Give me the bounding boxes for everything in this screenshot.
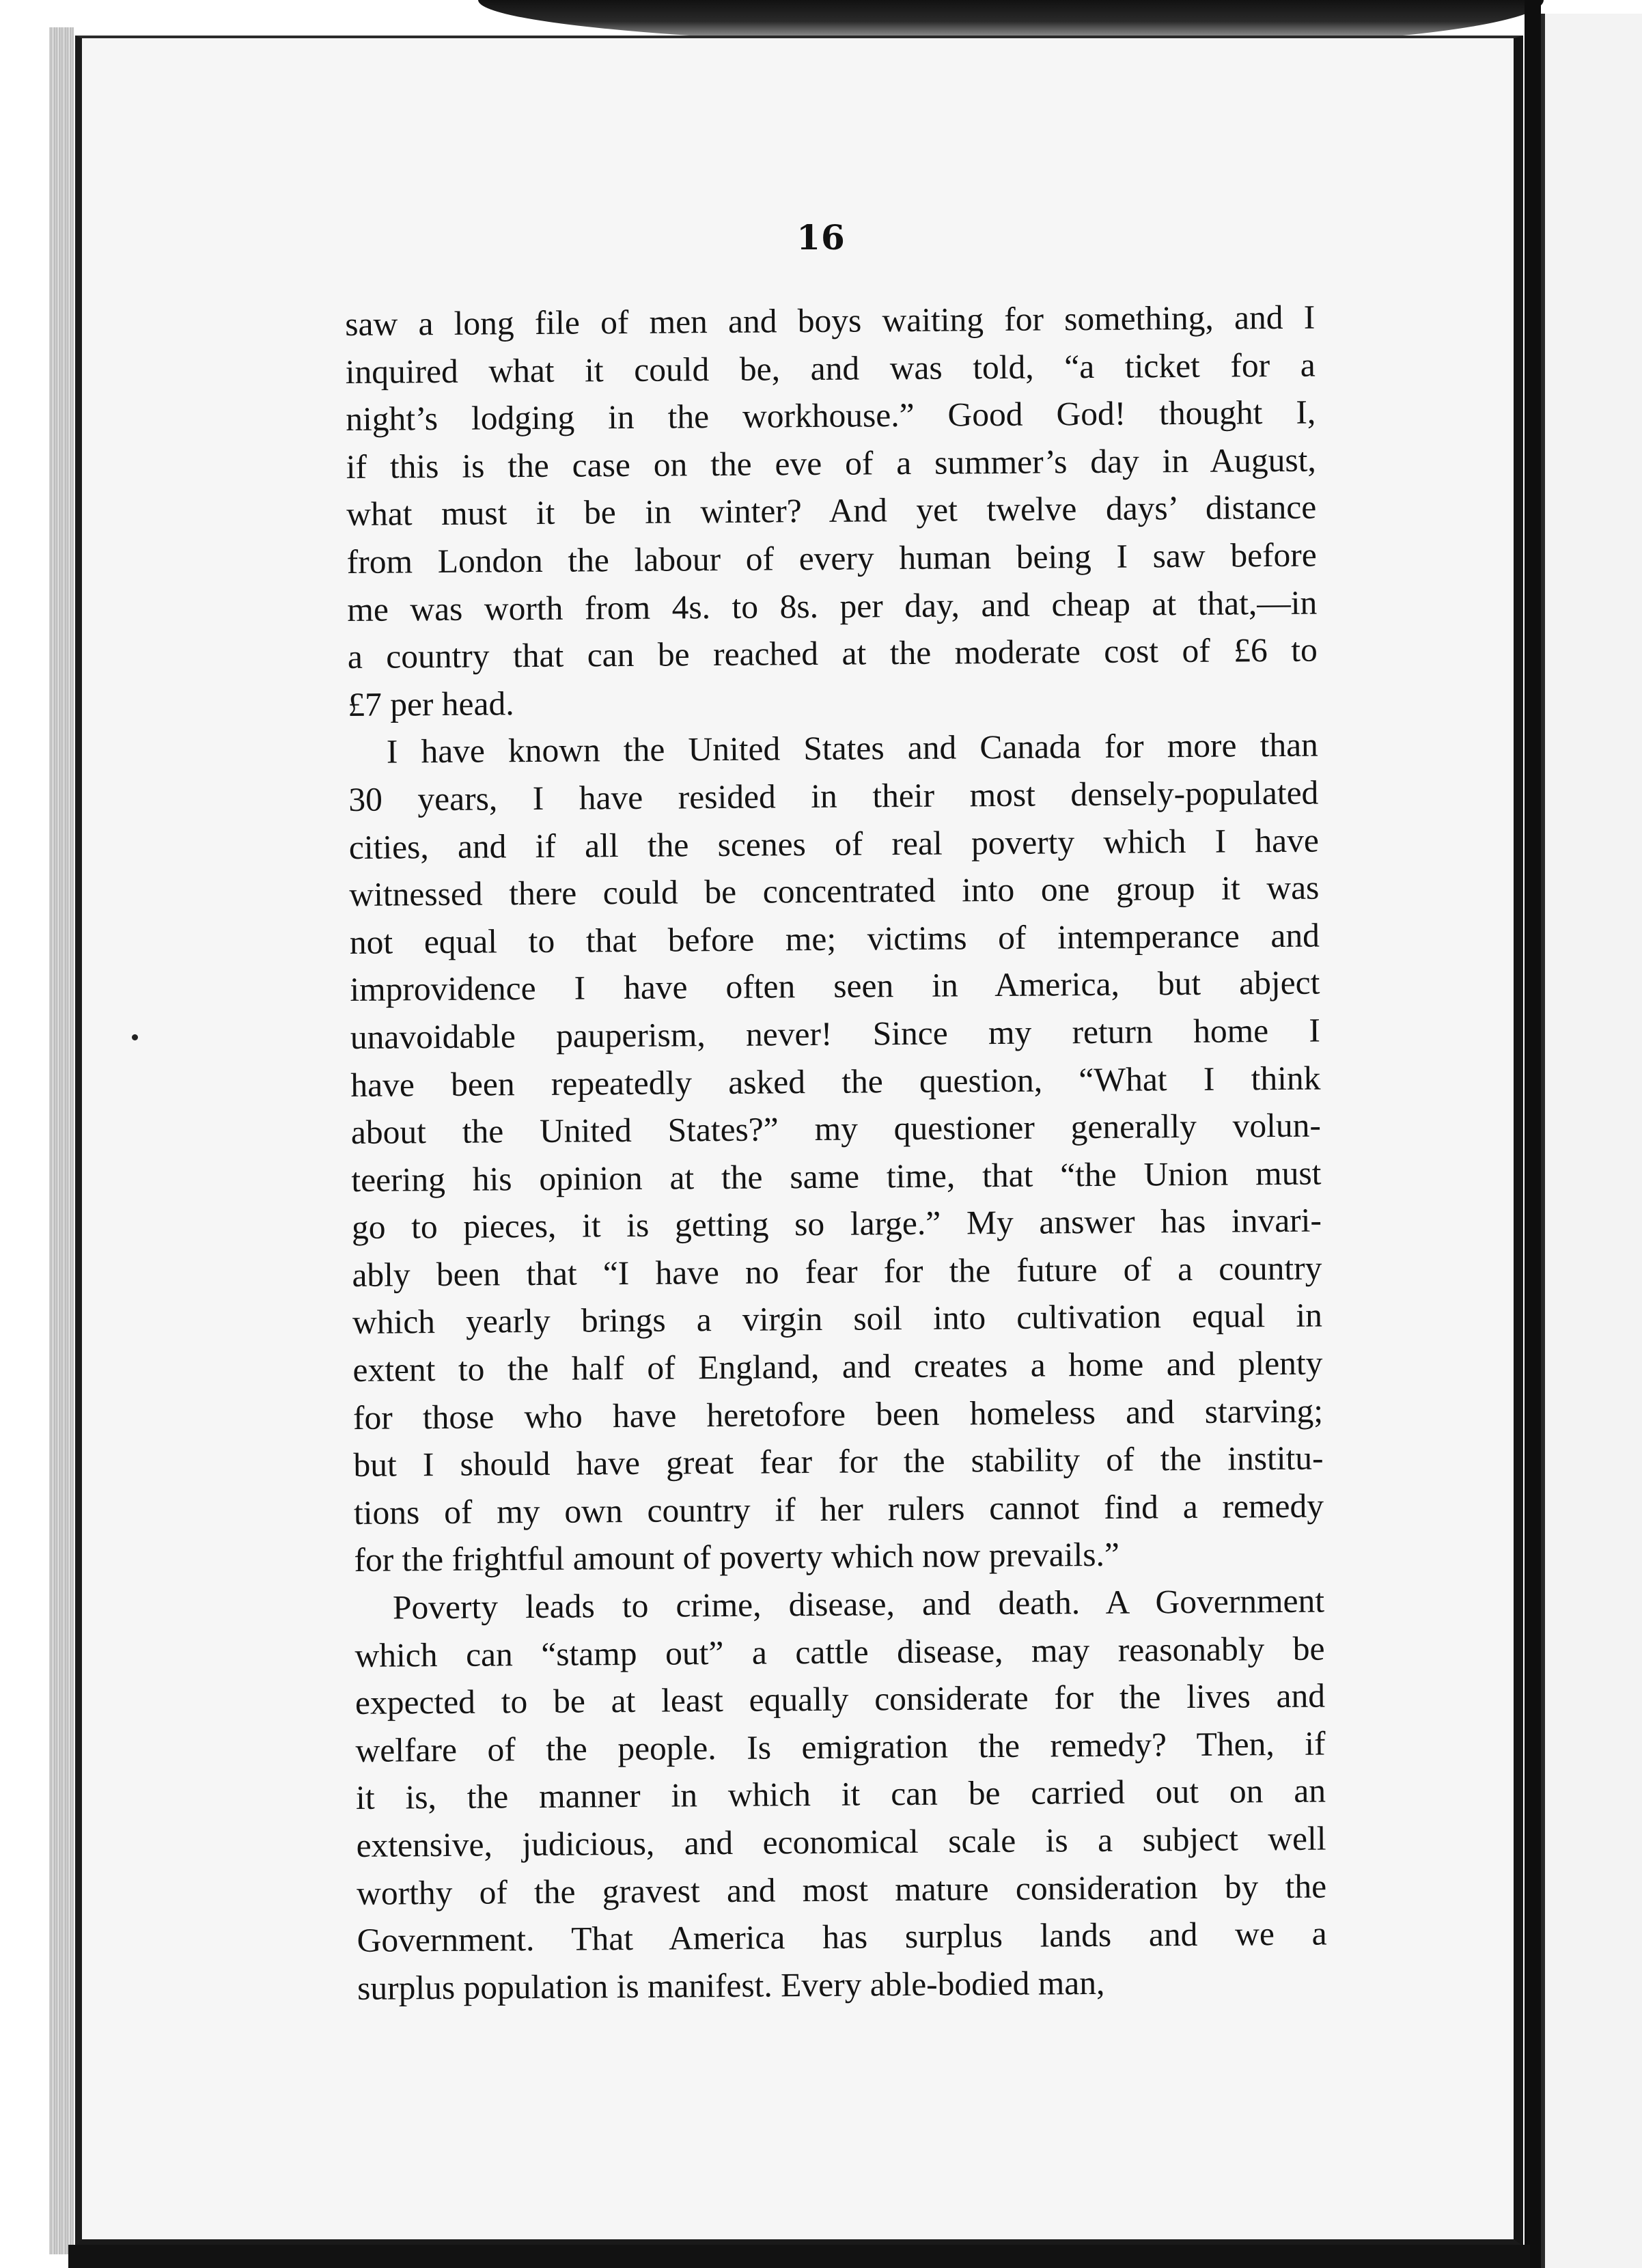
text-line: inquired what it could be, and was told, “a ticket for a — [345, 346, 1316, 391]
bottom-shadow — [68, 2245, 1530, 2268]
text-line: Poverty leads to crime, disease, and death. A Government — [392, 1581, 1325, 1627]
paragraph — [345, 294, 1318, 729]
text-line: welfare of the people. Is emigration the remedy? Then, if — [355, 1724, 1326, 1769]
text-line: have been repeatedly asked the question, “What I think — [350, 1059, 1321, 1104]
text-line: cities, and if all the scenes of real poverty which I have — [348, 821, 1320, 866]
paragraph — [354, 1577, 1328, 2013]
text-line: tions of my own country if her rulers cannot find a remedy — [353, 1486, 1324, 1532]
text-line: a country that can be reached at the moderate cost of £6 to — [347, 631, 1318, 676]
text-line: saw a long file of men and boys waiting for something, and I — [345, 298, 1316, 343]
text-line: what must it be in winter? And yet twelve days’ distance — [346, 488, 1317, 534]
text-line: ably been that “I have no fear for the future of a country — [352, 1249, 1322, 1294]
text-line: I have known the United States and Canada for more than — [386, 725, 1319, 771]
text-line: improvidence I have often seen in America, but abject — [350, 963, 1320, 1009]
paragraph — [348, 721, 1324, 1584]
text-line: Government. That America has surplus lands and we a — [357, 1914, 1327, 1960]
text-line: unavoidable pauperism, never! Since my return home I — [350, 1011, 1321, 1056]
page-number: 16 — [796, 217, 846, 258]
text-line: surplus population is manifest. Every able-bodied man, — [357, 1963, 1105, 2007]
text-line: expected to be at least equally considerate for the lives and — [354, 1676, 1326, 1722]
text-line: me was worth from 4s. to 8s. per day, and cheap at that,—in — [347, 583, 1318, 628]
text-line: not equal to that before me; victims of intemperance and — [349, 916, 1320, 961]
text-line: it is, the manner in which it can be carried out on an — [355, 1771, 1326, 1817]
text-line: £7 per head. — [348, 684, 514, 723]
page-stack-edge — [49, 27, 74, 2254]
text-line: go to pieces, it is getting so large.” My answer has invari- — [351, 1201, 1322, 1247]
text-line: extent to the half of England, and creates a home and plenty — [352, 1344, 1323, 1389]
facing-page-edge — [1541, 14, 1642, 2268]
text-line: worthy of the gravest and most mature consideration by the — [356, 1867, 1327, 1912]
text-line: teering his opinion at the same time, that “the Union must — [351, 1154, 1322, 1199]
text-line: from London the labour of every human being I saw before — [346, 536, 1317, 581]
text-line: but I should have great fear for the stability of the institu- — [353, 1439, 1324, 1484]
text-line: about the United States?” my questioner generally volun- — [350, 1106, 1322, 1152]
text-line: for the frightful amount of poverty which now prevails.” — [354, 1536, 1120, 1579]
text-line: night’s lodging in the workhouse.” Good God! thought I, — [346, 393, 1316, 439]
text-line: which yearly brings a virgin soil into cultivation equal in — [352, 1297, 1323, 1342]
gutter-shadow — [1525, 0, 1541, 2268]
text-line: witnessed there could be concentrated into one group it was — [349, 868, 1320, 914]
body-text — [345, 294, 1327, 2013]
text-line: which can “stamp out” a cattle disease, may reasonably be — [354, 1629, 1325, 1674]
text-line: extensive, judicious, and economical scale is a subject well — [356, 1819, 1326, 1864]
text-line: for those who have heretofore been homeless and starving; — [352, 1392, 1324, 1437]
ink-speck — [132, 1034, 138, 1040]
text-line: if this is the case on the eve of a summer’s day in August, — [346, 441, 1316, 486]
text-line: 30 years, I have resided in their most densely-populated — [348, 773, 1319, 818]
